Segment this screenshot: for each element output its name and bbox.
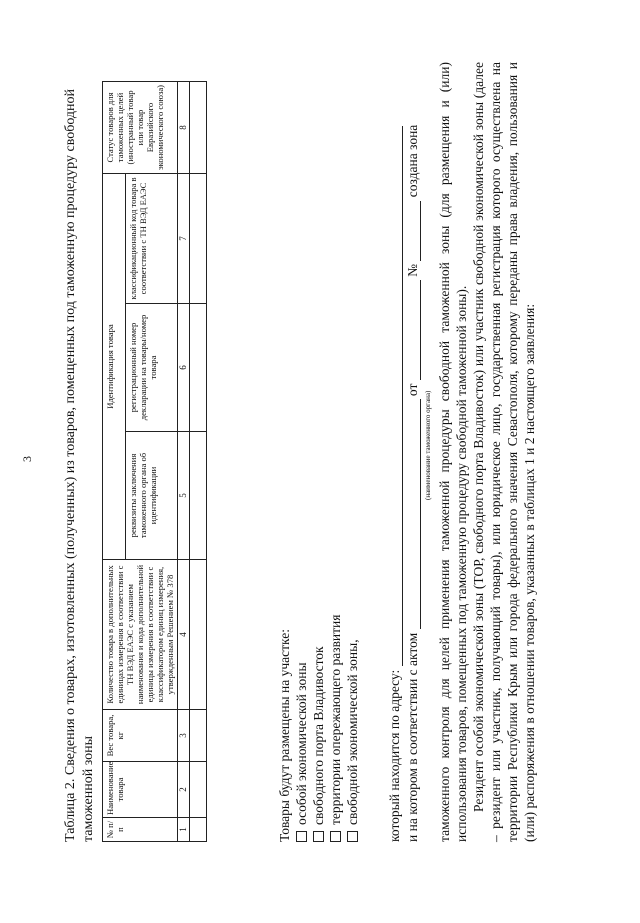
act-number-sign: № (405, 263, 420, 277)
table-empty-row (190, 82, 207, 842)
placement-option[interactable]: особой экономической зоны (293, 615, 310, 843)
table-cell[interactable] (190, 174, 207, 304)
column-number-row (178, 82, 190, 842)
act-date-field[interactable] (420, 280, 421, 380)
rotated-content (20, 62, 546, 842)
act-suffix: создана зона (405, 124, 420, 198)
paragraph: Резидент особой экономической зоны (ТОР, свободного порта Владивосток) или участник свободной экономической зоны (далее – резидент или участник, получающий товары), или юридическое лицо, государственная регистрация которого осуществлена на территории Республики Крым или города федерального значения Севастополя, которому переданы права владения, пользования и (или) распоряжения в отношении товаров, указанных в таблицах 1 и 2 настоящего заявления: (471, 62, 537, 842)
goods-table (102, 81, 207, 842)
act-from: от (405, 383, 420, 397)
header-status: Статус товаров для таможенных целей (иностранный товар или товар Евразийского экономического союза) (103, 82, 178, 174)
table-title: Таблица 2. Сведения о товарах, изготовленных (полученных) из товаров, помещенных под таможенную процедуру свободной таможенной зоны (63, 88, 96, 842)
act-note: (наименование таможенного органа) (424, 390, 432, 500)
address-field[interactable] (402, 126, 403, 666)
column-number: 4 (178, 560, 190, 710)
page-number: 3 (20, 456, 34, 462)
checkbox-icon[interactable] (313, 831, 324, 842)
header-num: № п/п (103, 818, 178, 842)
table-cell[interactable] (190, 432, 207, 560)
table-cell[interactable] (190, 762, 207, 818)
header-quantity: Количество товара в дополнительных единицах измерения в соответствии с ТН ВЭД ЕАЭС с указанием наименования и кода дополнительной единицы измерения в соответствии с классификатором единиц измерения, утвержденным Решением № 378 (103, 560, 178, 710)
table-cell[interactable] (190, 560, 207, 710)
column-number: 6 (178, 304, 190, 432)
placement-option[interactable]: свободной экономической зоны, (344, 615, 361, 843)
table-cell[interactable] (190, 818, 207, 842)
placement-option[interactable]: свободного порта Владивосток (310, 615, 327, 843)
header-code: классификационный код товара в соответствии с ТН ВЭД ЕАЭС (125, 174, 178, 304)
checkbox-icon[interactable] (296, 831, 307, 842)
header-identification: Идентификация товара (103, 174, 126, 560)
checkbox-icon[interactable] (347, 831, 358, 842)
header-name: Наименование товара (103, 762, 178, 818)
address-line (386, 62, 403, 842)
act-prefix: и на котором в соответствии с актом (405, 632, 420, 842)
placement-option[interactable]: территории опережающего развития (327, 615, 344, 843)
column-number: 5 (178, 432, 190, 560)
checkbox-icon[interactable] (330, 831, 341, 842)
column-number: 8 (178, 82, 190, 174)
placement-intro: Товары будут размещены на участке: (277, 629, 292, 842)
header-declaration: регистрационный номер декларации на товары/номер товара (125, 304, 178, 432)
column-number: 7 (178, 174, 190, 304)
placement-section (276, 615, 361, 843)
act-line (404, 62, 432, 842)
column-number: 1 (178, 818, 190, 842)
table-cell[interactable] (190, 304, 207, 432)
act-number-field[interactable] (420, 201, 421, 261)
address-label: который находится по адресу: (387, 669, 402, 842)
column-number: 3 (178, 710, 190, 762)
column-number: 2 (178, 762, 190, 818)
table-cell[interactable] (190, 710, 207, 762)
header-weight: Вес товара, кг (103, 710, 178, 762)
paragraph: таможенного контроля для целей применения таможенной процедуры свободной таможенной зоны (для размещения и (или) использования товаров, помещенных под таможенную процедуру свободной таможенной зоны). (437, 62, 469, 842)
table-cell[interactable] (190, 82, 207, 174)
table-header-row (103, 82, 126, 842)
header-conclusion: реквизиты заключения таможенного органа об идентификации (125, 432, 178, 560)
